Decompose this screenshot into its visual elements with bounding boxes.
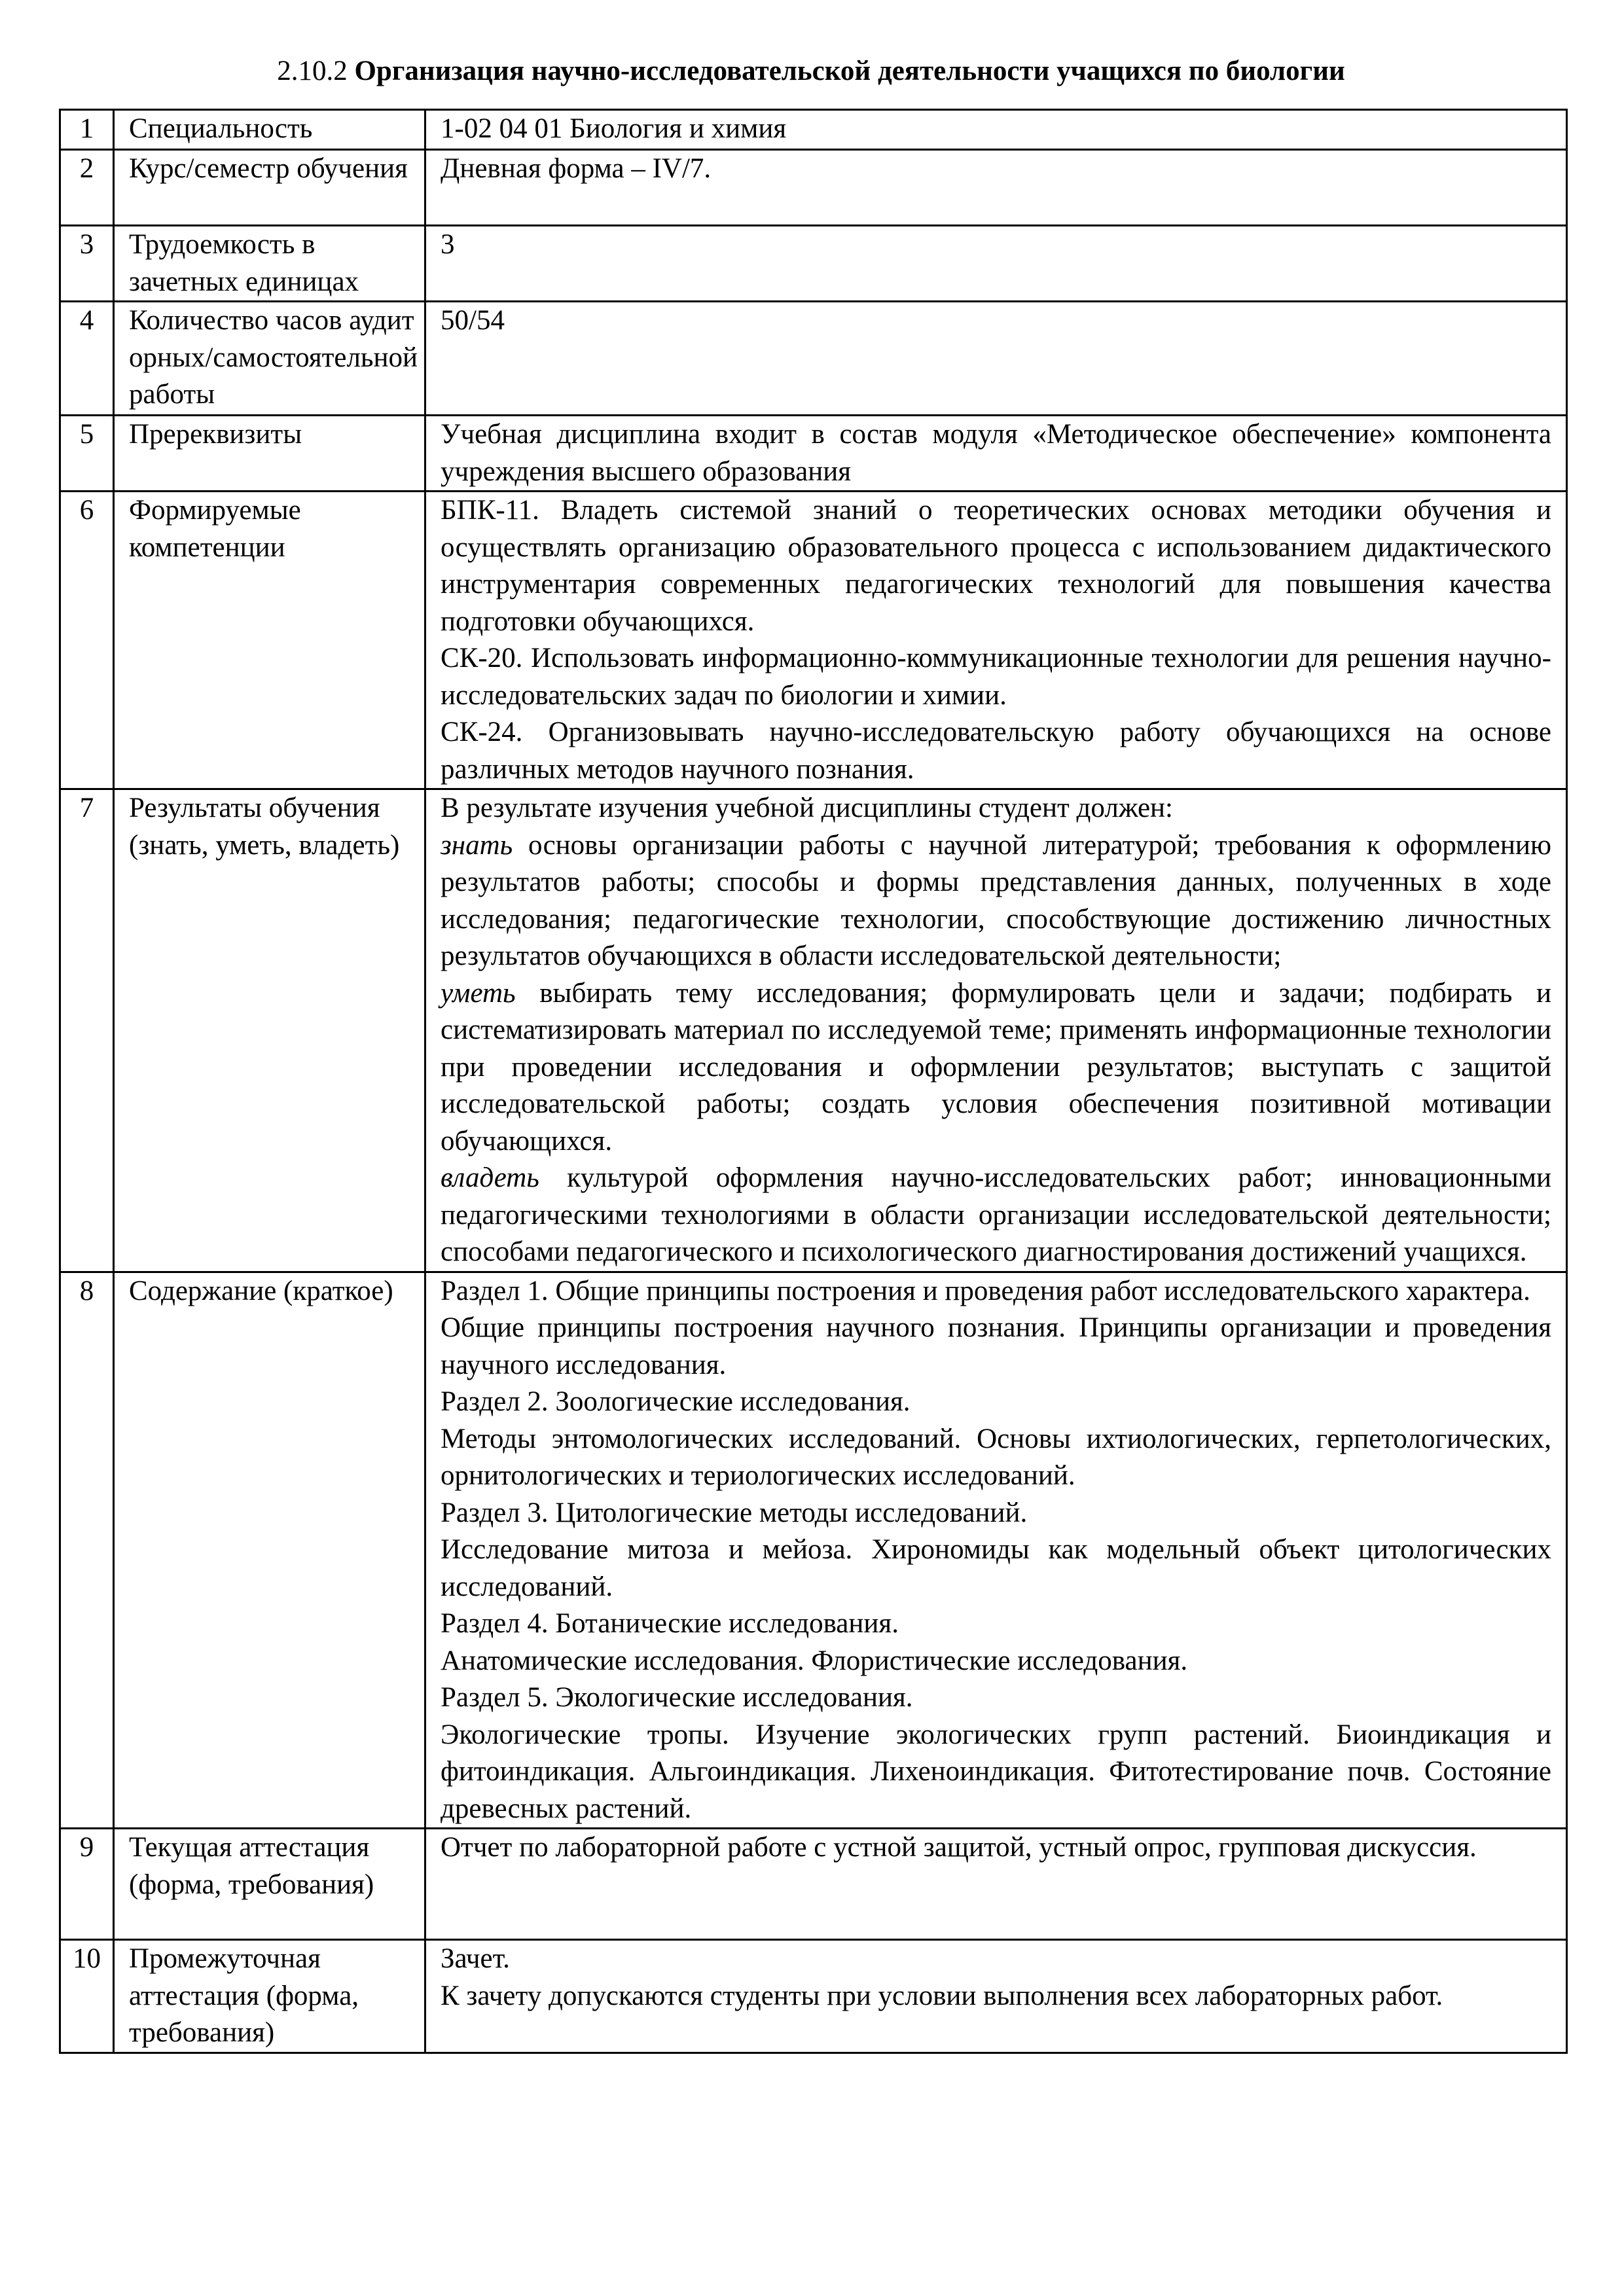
table-row [60,789,1567,1272]
row-number: 9 [60,1829,114,1940]
syllabus-table [59,109,1568,2054]
table-row [60,226,1567,302]
table-row [60,1272,1567,1829]
row-content [425,416,1567,492]
row-number: 5 [60,416,114,492]
outcome-verb: уметь [441,977,516,1009]
row-number: 1 [60,110,114,150]
row-number: 7 [60,789,114,1272]
section-heading: Раздел 2. Зоологические исследования. [441,1386,911,1417]
content-paragraph: Учебная дисциплина входит в состав модуля «Методическое обеспечение» компонента учреждения высшего образования [441,419,1551,487]
section-number: 2.10.2 [277,56,348,86]
row-label: Результаты обучения (знать, уметь, владеть) [114,789,425,1272]
outcomes-intro: В результате изучения учебной дисциплины студент должен: [441,793,1174,823]
row-number: 3 [60,226,114,302]
table-row [60,150,1567,226]
table-row [60,1829,1567,1940]
outcome-text: основы организации работы с научной литературой; требования к оформлению результатов работы; способы и формы представления данных, полученных в ходе исследования; педагогические технологии, способствующие достижению личностных результатов обучающихся в области исследовательской деятельности; [441,829,1552,971]
row-content [425,1829,1567,1940]
row-content [425,1940,1567,2053]
row-label: Трудоемкость в зачетных единицах [114,226,425,302]
row-label: Специальность [114,110,425,150]
section-text: Методы энтомологических исследований. Основы ихтиологических, герпетологических, орнитологических и териологических исследований. [441,1423,1551,1491]
row-content [425,789,1567,1272]
row-content [425,110,1567,150]
competence-paragraph: СК-24. Организовывать научно-исследовательскую работу обучающихся на основе различных методов научного познания. [441,717,1551,785]
content-paragraph: Зачет. [441,1943,510,1974]
section-heading: Раздел 1. Общие принципы построения и проведения работ исследовательского характера. [441,1275,1530,1306]
table-row [60,110,1567,150]
section-text: Экологические тропы. Изучение экологических групп растений. Биоиндикация и фитоиндикация. Альгоиндикация. Лихеноиндикация. Фитотестирование почв. Состояние древесных растений. [441,1719,1551,1824]
outcome-text: выбирать тему исследования; формулировать цели и задачи; подбирать и систематизировать материал по исследуемой теме; применять информационные технологии при проведении исследования и оформлении результатов; выступать с защитой исследовательской работы; создать условия обеспечения позитивной мотивации обучающихся. [441,977,1552,1157]
content-paragraph: Дневная форма – IV/7. [441,153,712,184]
row-label: Промежуточная аттестация (форма, требования) [114,1940,425,2053]
table-row [60,416,1567,492]
content-paragraph: 3 [441,229,455,260]
row-number: 4 [60,302,114,416]
competence-paragraph: БПК-11. Владеть системой знаний о теоретических основах методики обучения и осуществлять организацию образовательного процесса с использованием дидактического инструментария современных педагогических технологий для повышения качества подготовки обучающихся. [441,495,1551,637]
content-paragraph: 1-02 04 01 Биология и химия [441,113,787,144]
document-title [58,52,1564,90]
row-content [425,492,1567,789]
table-row [60,492,1567,789]
row-content [425,150,1567,226]
outcome-paragraph [441,1160,1551,1271]
section-heading: Раздел 4. Ботанические исследования. [441,1608,899,1639]
row-label: Содержание (краткое) [114,1272,425,1829]
section-text: Анатомические исследования. Флористические исследования. [441,1645,1188,1676]
table-row [60,302,1567,416]
outcome-verb: знать [441,829,513,861]
section-heading: Раздел 5. Экологические исследования. [441,1682,913,1713]
section-text: Исследование митоза и мейоза. Хирономиды как модельный объект цитологических исследований. [441,1534,1551,1602]
row-label: Пререквизиты [114,416,425,492]
outcome-text: культурой оформления научно-исследовательских работ; инновационными педагогическими технологиями в области организации исследовательской деятельности; способами педагогического и психологического диагностирования достижений учащихся. [441,1162,1551,1267]
row-content [425,1272,1567,1829]
title-text: Организация научно-исследовательской деятельности учащихся по биологии [354,56,1345,86]
table-row [60,1940,1567,2053]
content-paragraph: К зачету допускаются студенты при условии выполнения всех лабораторных работ. [441,1980,1443,2011]
section-heading: Раздел 3. Цитологические методы исследований. [441,1497,1028,1528]
row-number: 8 [60,1272,114,1829]
row-number: 6 [60,492,114,789]
competence-paragraph: СК-20. Использовать информационно-коммуникационные технологии для решения научно-исследовательских задач по биологии и химии. [441,643,1551,711]
row-number: 2 [60,150,114,226]
row-content [425,226,1567,302]
outcome-paragraph [441,827,1551,975]
content-paragraph: 50/54 [441,305,505,336]
content-paragraph: Отчет по лабораторной работе с устной защитой, устный опрос, групповая дискуссия. [441,1832,1477,1863]
row-content [425,302,1567,416]
row-label: Количество часов аудиторных/самостоятельной работы [114,302,425,416]
row-number: 10 [60,1940,114,2053]
row-label: Курс/семестр обучения [114,150,425,226]
outcome-paragraph [441,975,1551,1160]
row-label: Формируемые компетенции [114,492,425,789]
row-label: Текущая аттестация (форма, требования) [114,1829,425,1940]
section-text: Общие принципы построения научного познания. Принципы организации и проведения научного исследования. [441,1312,1551,1380]
outcome-verb: владеть [441,1162,539,1193]
